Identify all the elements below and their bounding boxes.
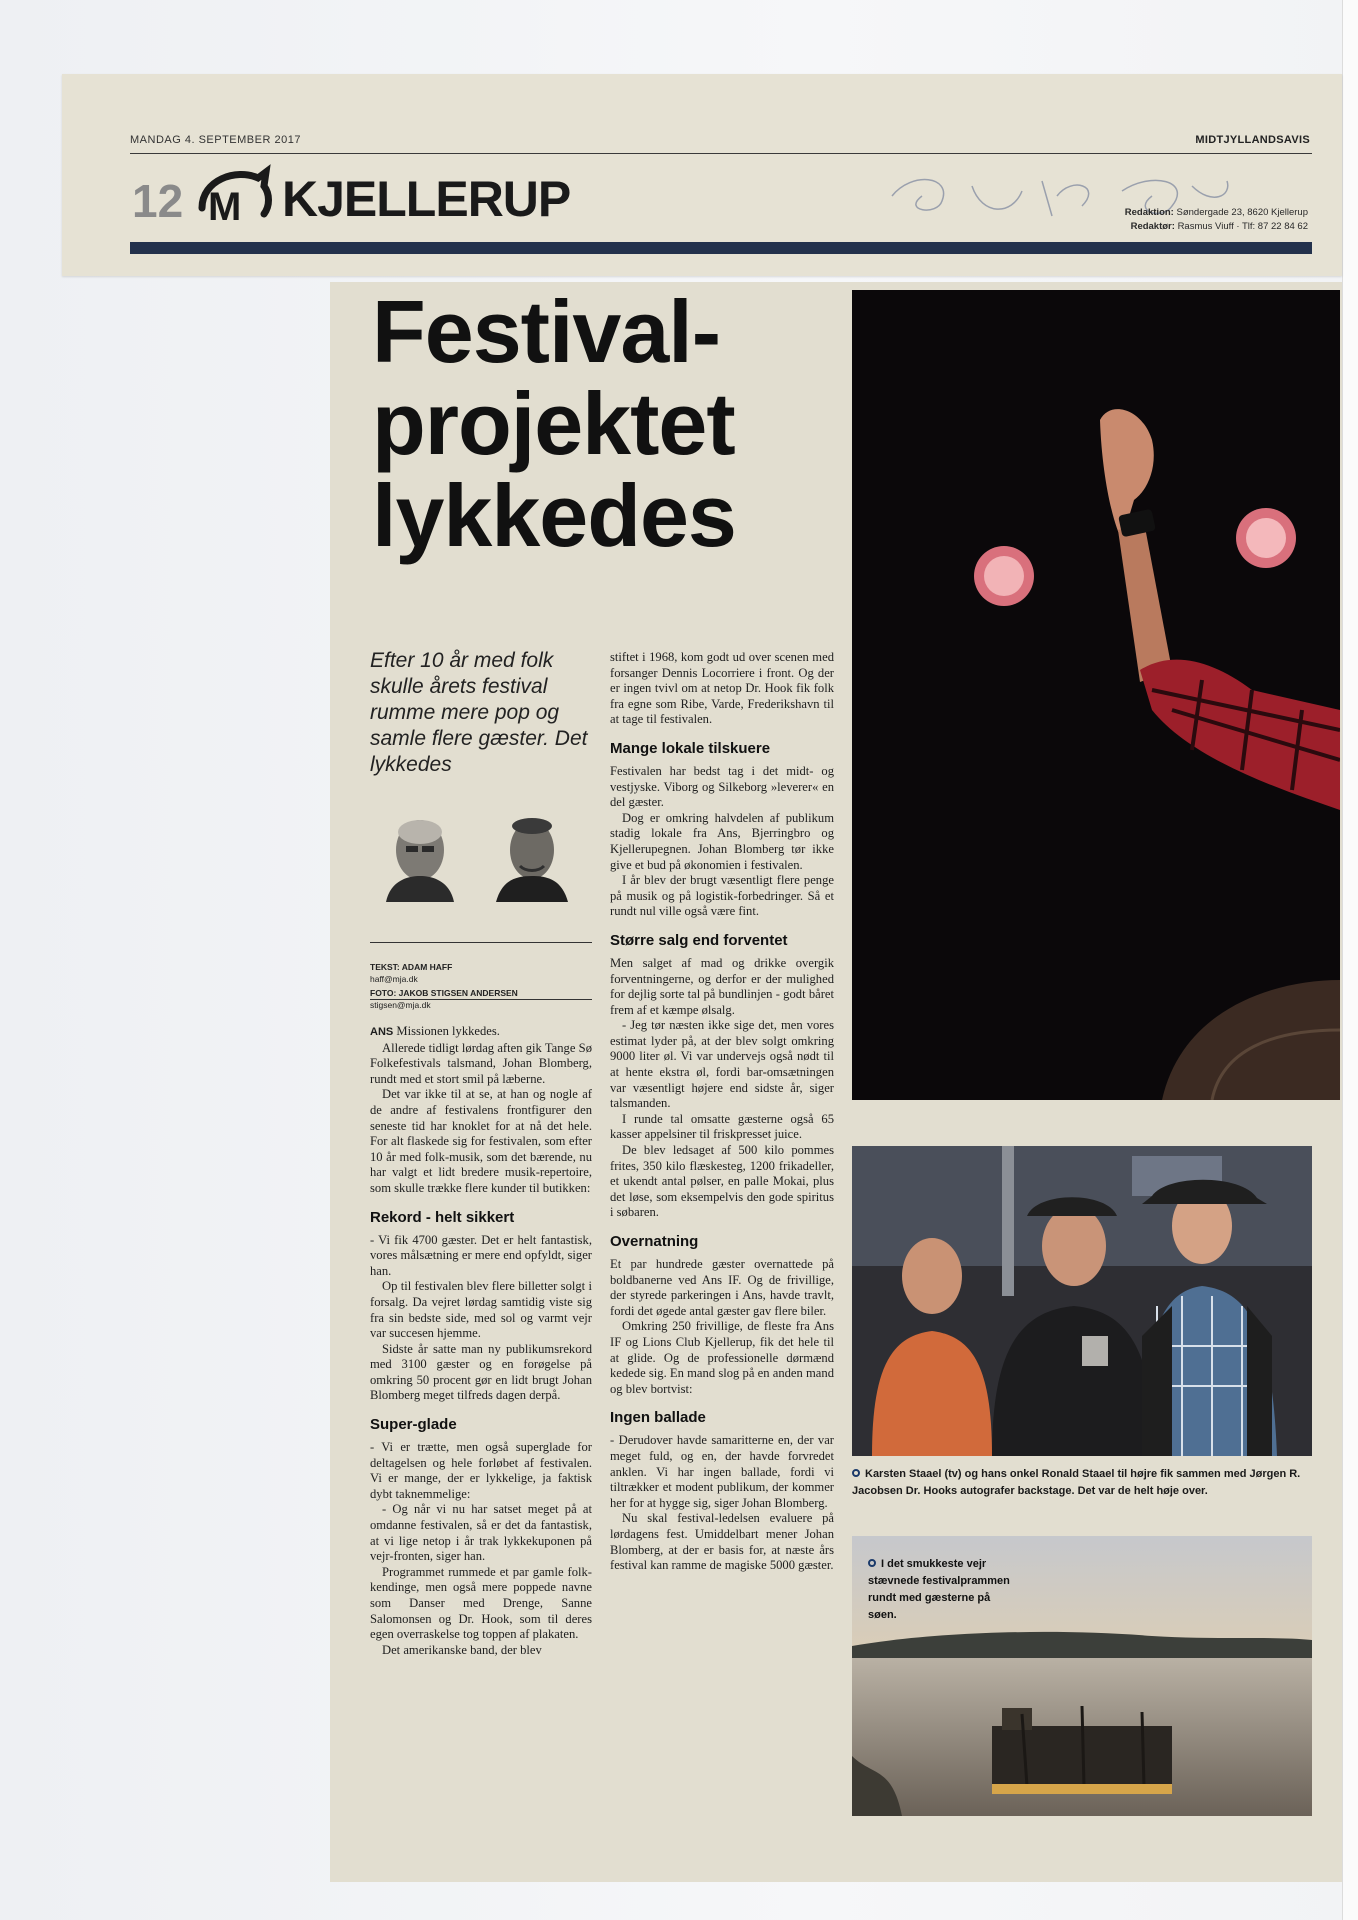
redaktion-label: Redaktion: [1124, 207, 1174, 218]
dateline-kicker: ANS [370, 1026, 394, 1038]
subheading: Rekord - helt sikkert [370, 1208, 515, 1226]
paragraph: Det amerikanske band, der blev [382, 1642, 542, 1657]
byline-rule [370, 999, 592, 1000]
redaktor-value: Rasmus Viuff · Tlf: 87 22 84 62 [1177, 221, 1308, 232]
newspaper-name: MIDTJYLLANDSAVIS [1195, 134, 1310, 146]
paragraph: stiftet i 1968, kom godt ud over scenen med forsanger Dennis Locorriere i front. Og der er ingen tvivl om at netop Dr. Hook fik folk fra egne som Ribe, Varde, Frederikshavn til at tage til festivalen. [610, 650, 834, 727]
subheading: Super-glade [370, 1416, 457, 1434]
paragraph: Et par hundrede gæster overnattede på boldbanerne ved Ans IF. Og de frivillige, der styrede parkeringen i Ans, havde travlt, fordi det øgede antal gæster gav flere biler. [610, 1257, 834, 1318]
photo-caption-lake: I det smukkeste vejr stævnede festivalprammen rundt med gæsterne på søen. [868, 1558, 1010, 1621]
caption-bullet-icon [868, 1559, 876, 1567]
issue-date: MANDAG 4. SEPTEMBER 2017 [130, 134, 301, 146]
paragraph: Programmet rummede et par gamle folk-kendinge, men også mere poppede navne som Danser med Drenge, Sanne Salomonsen og Dr. Hook, som til deres egen overraskelse tog toppen af plakaten. [370, 1564, 592, 1642]
page-number: 12 [132, 175, 184, 227]
article-column-2 [610, 650, 834, 1574]
paragraph: Dog er omkring halvdelen af publikum stadig lokale fra Ans, Bjerringbro og Kjellerupegnen. Johan Blomberg tør ikke give et bud på økonomien i festivalen. [610, 810, 834, 872]
headline-line-1: Festival- [372, 282, 721, 381]
contact-info [1125, 206, 1308, 234]
section-title: KJELLERUP [282, 171, 571, 227]
paragraph: ANS Missionen lykkedes. [370, 1024, 500, 1038]
redaktor-label: Redaktør: [1130, 221, 1175, 232]
byline [370, 942, 592, 1011]
paragraph: Det var ikke til at se, at han og nogle af de andre af festivalens frontfigurer den seneste tid har knoklet for at nå det hele. For alt flaskede sig for festivalen, som efter 10 år med folk-musik, som det bærende, nu har valgt et lidt bredere musik-repertoire, som skulle trække flere kunder til butikken: [370, 1087, 592, 1195]
headline-line-2: projektet [372, 374, 735, 473]
masthead [62, 74, 1342, 276]
lede: Efter 10 år med folk skulle årets festival rumme mere pop og samle flere gæster. Det lykkedes [370, 649, 588, 776]
article-column-1 [370, 1024, 592, 1658]
backstage-photo [852, 1146, 1312, 1456]
paragraph: Nu skal festival-ledelsen evaluere på lørdagens fest. Umiddelbart mener Johan Blomberg, at der er basis for, at næste års festival kan ramme de magiske 5000 gæster. [610, 1511, 834, 1573]
paragraph: - Vi fik 4700 gæster. Det er helt fantastisk, vores målsætning er mere end opfyldt, siger han. [370, 1232, 592, 1278]
byline-photo-email: stigsen@mja.dk [370, 1000, 431, 1010]
masthead-thick-rule [130, 242, 1312, 254]
paragraph: Men salget af mad og drikke overgik forventningerne, og derfor er der mulighed for dejlig sorte tal på bundlinjen - godt båret frem af et kæmpe ølsalg. [610, 955, 834, 1017]
paragraph: I år blev der brugt væsentligt flere penge på musik og på logistik-forbedringer. Så et rundt nul ville også være fint. [610, 873, 834, 919]
concert-photo [852, 290, 1340, 1100]
paragraph: I runde tal omsatte gæsterne også 65 kasser appelsiner til friskpresset juice. [610, 1111, 834, 1142]
subheading: Større salg end forventet [610, 931, 788, 949]
redaktion-value: Søndergade 23, 8620 Kjellerup [1176, 207, 1308, 218]
headline [372, 282, 736, 565]
byline-photo-label: FOTO: JAKOB STIGSEN ANDERSEN [370, 988, 518, 998]
subheading: Mange lokale tilskuere [610, 739, 771, 757]
paragraph: - Vi er trætte, men også superglade for deltagelsen og hele forløbet af festivalen. Vi er mange, der er lykkelige, ja faktisk dybt taknemmelige: [370, 1440, 592, 1501]
scan-edge [1342, 0, 1358, 1920]
paragraph: De blev ledsaget af 500 kilo pommes frites, 350 kilo flæskesteg, 1200 frikadeller, et ukendt antal pølser, en palle Mokai, plus det løse, som eksempelvis den gode spiritus i søbaren. [610, 1143, 834, 1220]
author-portrait [382, 810, 458, 902]
paragraph: Festivalen har bedst tag i det midt- og vestjyske. Viborg og Silkeborg »leverer« en del gæster. [610, 763, 834, 810]
headline-line-3: lykkedes [372, 466, 736, 565]
paragraph: Op til festivalen blev flere billetter solgt i forsalg. Da vejret lørdag samtidig viste sig fra sin bedste side, med sol og varmt vejr var succesen hjemme. [370, 1279, 592, 1341]
subheading: Ingen ballade [610, 1409, 706, 1427]
subheading: Overnatning [610, 1233, 699, 1250]
paragraph: Allerede tidligt lørdag aften gik Tange Sø Folkefestivals talsmand, Johan Blomberg, rundt med et stort smil på læberne. [370, 1040, 592, 1086]
paragraph: - Derudover havde samaritterne en, der var meget fuld, og en, der havde forvredet anklen. Vi har ingen ballade, fordi vi tiltrækker et modent publikum, der kommer her for at hygge sig, siger Johan Blomberg. [610, 1433, 834, 1510]
paragraph: Sidste år satte man ny publikumsrekord med 3100 gæster og en forøgelse på omkring 50 procent gør en lidt brugt Johan Blomberg meget tilfreds dagen derpå. [370, 1341, 592, 1403]
newspaper-logo-icon [196, 164, 276, 228]
byline-text-label: TEKST: ADAM HAFF [370, 962, 453, 972]
byline-text-email: haff@mja.dk [370, 974, 418, 984]
masthead-thin-rule [130, 153, 1312, 154]
paragraph: - Og når vi nu har satset meget på at omdanne festivalen, så er det da fantastisk, at vi lige netop i år trak lykkekuponen på vejr-fronten, siger han. [370, 1502, 592, 1564]
paragraph: Omkring 250 frivillige, de fleste fra Ans IF og Lions Club Kjellerup, fik det hele til at glide. Og de professionelle dørmænd kedede sig. En mand slog på en anden mand og blev bortvist: [610, 1319, 834, 1396]
svg-text:M: M [208, 185, 242, 228]
photographer-portrait [494, 810, 570, 902]
photo-caption-backstage: Karsten Staael (tv) og hans onkel Ronald Staael til højre fik sammen med Jørgen R. Jacobsen Dr. Hooks autografer backstage. Det var de helt høje over. [852, 1468, 1301, 1497]
paragraph: - Jeg tør næsten ikke sige det, men vores estimat lyder på, at der blev solgt omkring 9000 liter øl. Vi var undervejs også nødt til at hente ekstra øl, fordi bar-omsætningen var væsentligt højere end sidste år, siger talsmanden. [610, 1018, 834, 1111]
caption-bullet-icon [852, 1469, 860, 1477]
